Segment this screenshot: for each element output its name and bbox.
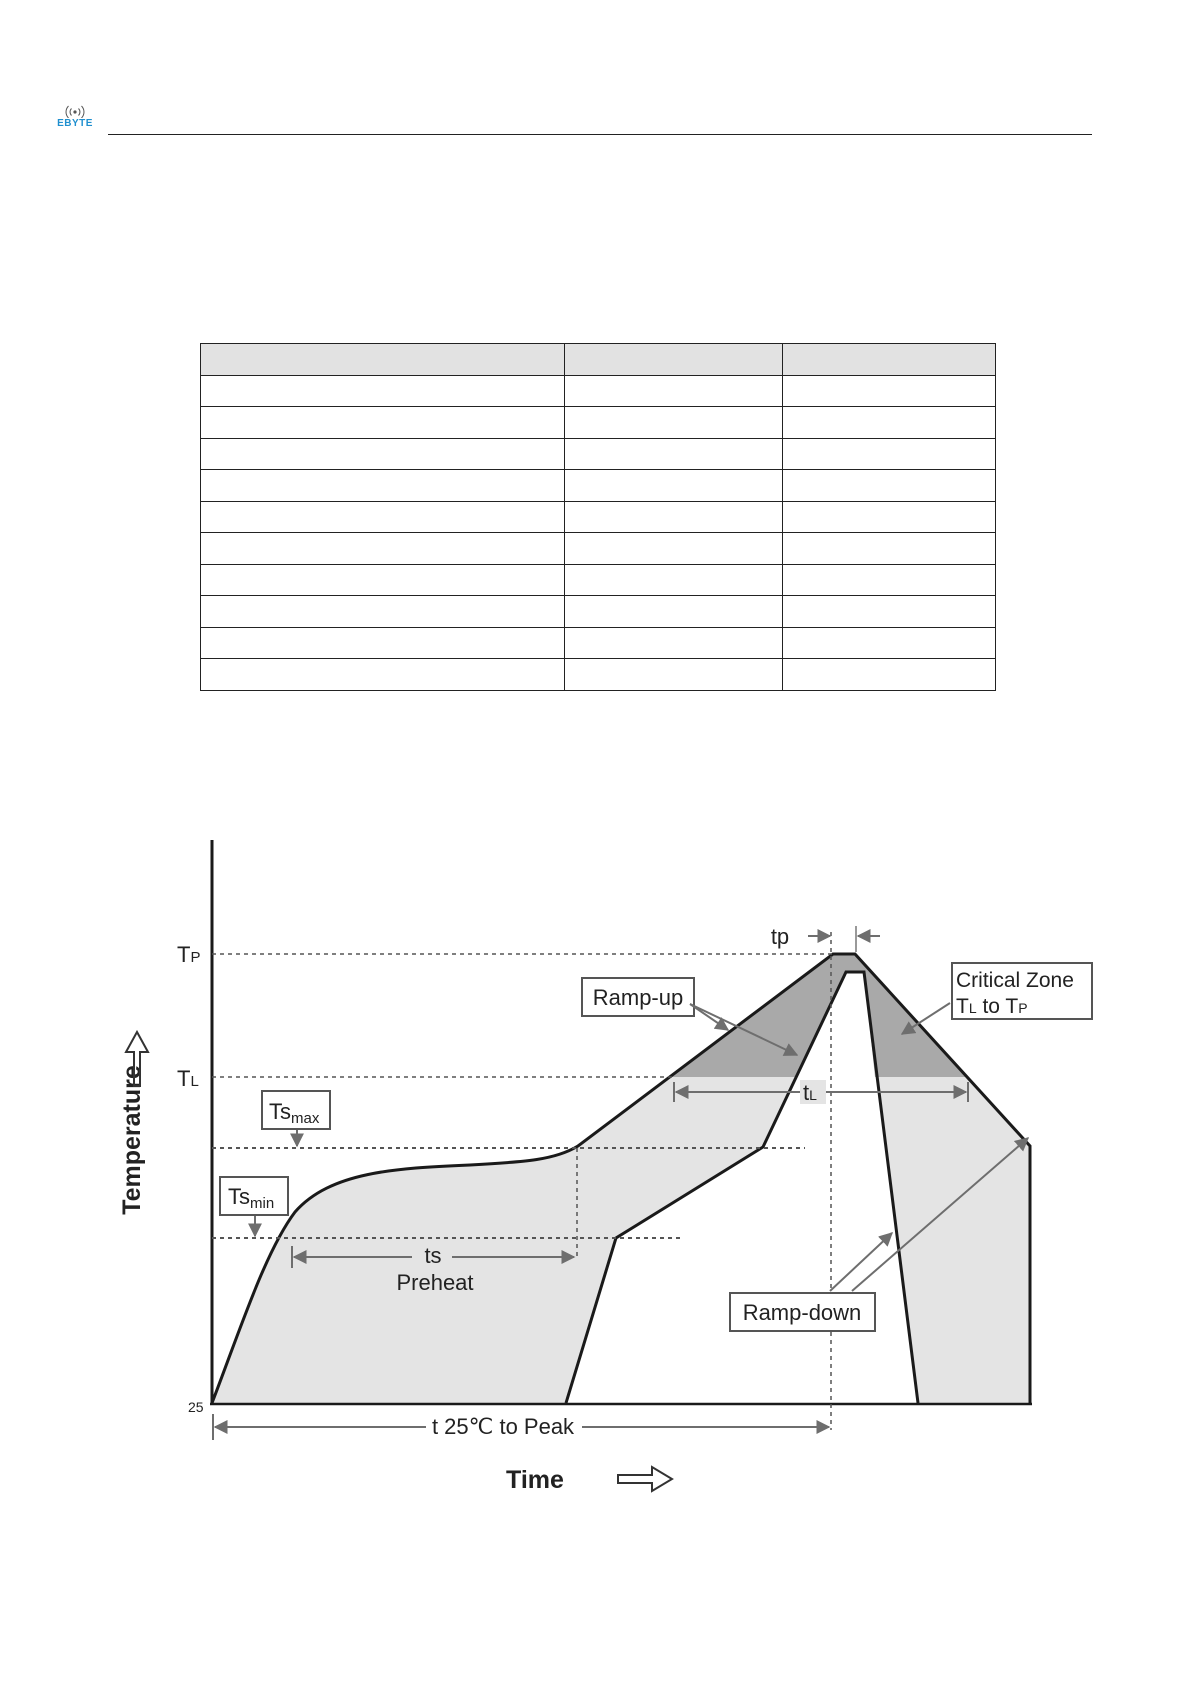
table-row [201,596,996,628]
table-row [201,375,996,407]
table-cell [782,627,995,659]
table-cell [565,627,782,659]
page-header [0,0,1191,140]
specification-table [200,343,996,691]
table-cell [782,344,995,376]
ramp-up-pointer-1 [690,1004,728,1030]
reflow-profile-diagram [110,825,1100,1505]
tl-time-label: tL [803,1080,817,1105]
table-row [201,501,996,533]
table-cell [565,533,782,565]
time-axis-label: Time [506,1466,564,1494]
table-cell [201,438,565,470]
preheat-label: Preheat [396,1270,474,1295]
table-header-row [201,344,996,376]
ts-max-label: Tsmax [269,1099,320,1127]
start-temperature-label: 25 [188,1399,204,1415]
table-cell [565,375,782,407]
critical-zone-title: Critical Zone [956,969,1074,992]
table-cell [201,659,565,691]
table-cell [201,344,565,376]
t25-to-peak-label: t 25℃ to Peak [431,1414,575,1439]
table-row [201,470,996,502]
critical-zone-range: TL to TP [956,995,1028,1018]
table-cell [201,533,565,565]
table-row [201,407,996,439]
table-cell [565,438,782,470]
table-cell [565,470,782,502]
table-cell [201,407,565,439]
table-cell [782,501,995,533]
table-cell [201,501,565,533]
table-cell [565,501,782,533]
table-cell [565,564,782,596]
ebyte-logo [54,104,96,134]
table-cell [782,438,995,470]
table-row [201,533,996,565]
table-cell [201,627,565,659]
table-cell [201,564,565,596]
time-arrow-icon [618,1467,672,1491]
tl-label: TL [177,1066,199,1091]
table-cell [782,564,995,596]
tp-label: TP [177,942,201,967]
ramp-up-label: Ramp-up [592,985,684,1010]
table-row [201,627,996,659]
table-cell [782,533,995,565]
tp-time-label: tp [770,924,790,949]
ts-min-label: Tsmin [228,1184,275,1212]
table-cell [565,659,782,691]
header-divider [108,134,1092,135]
table-cell [782,596,995,628]
table-cell [201,375,565,407]
table-row [201,438,996,470]
table-cell [565,344,782,376]
table-row [201,659,996,691]
table-row [201,564,996,596]
table-cell [565,407,782,439]
table-cell [565,596,782,628]
ts-label: ts [424,1243,442,1268]
ramp-down-label: Ramp-down [742,1300,862,1325]
table-cell [782,375,995,407]
wireless-signal-icon [64,104,86,118]
table-cell [782,407,995,439]
table-cell [782,659,995,691]
table-cell [201,596,565,628]
table-cell [782,470,995,502]
logo-wordmark: EBYTE [57,118,93,129]
temperature-axis-label: Temperature [118,1065,146,1215]
table-cell [201,470,565,502]
